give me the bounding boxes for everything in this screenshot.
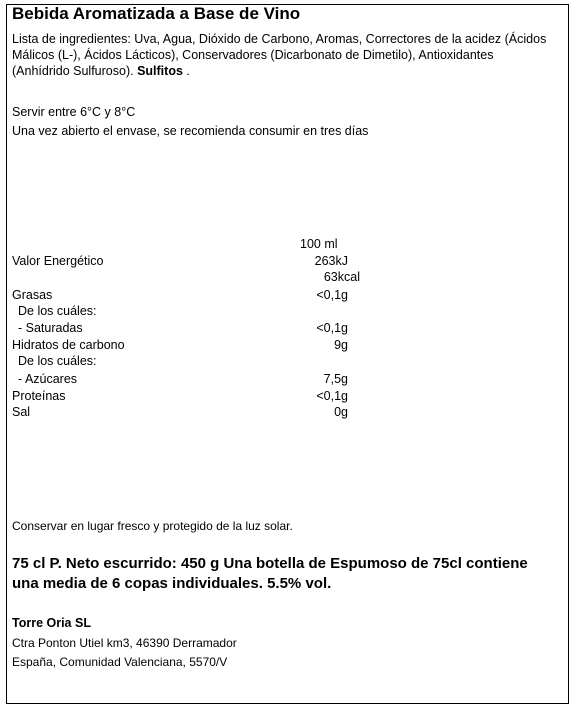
protein-label: Proteínas	[12, 389, 66, 403]
fat-value: <0,1g	[316, 288, 348, 302]
saturated-value: <0,1g	[316, 321, 348, 335]
of-which-label-1: De los cuáles:	[18, 304, 97, 318]
carbs-label: Hidratos de carbono	[12, 338, 125, 352]
storage-instructions: Conservar en lugar fresco y protegido de la luz solar.	[12, 519, 293, 533]
ingredients-list	[12, 31, 552, 79]
serving-temperature: Servir entre 6°C y 8°C	[12, 105, 136, 119]
sugars-label: - Azúcares	[18, 372, 78, 386]
energy-label: Valor Energético	[12, 254, 104, 268]
carbs-value: 9g	[334, 338, 348, 352]
ingredients-text: Lista de ingredientes: Uva, Agua, Dióxido de Carbono, Aromas, Correctores de la acidez (Ácidos Málicos (L-), Ácidos Lácticos), Conservadores (Dicarbonato de Dimetilo), Antioxidantes (Anhídrido Sulfuroso).	[12, 32, 547, 78]
nutrition-column-header: 100 ml	[300, 237, 338, 251]
company-address-line2: España, Comunidad Valenciana, 5570/V	[12, 655, 228, 669]
company-address-line1: Ctra Ponton Utiel km3, 46390 Derramador	[12, 636, 237, 650]
salt-label: Sal	[12, 405, 31, 419]
energy-kcal-value: 63kcal	[323, 270, 360, 284]
sugars-value: 7,5g	[323, 372, 348, 386]
protein-value: <0,1g	[316, 389, 348, 403]
of-which-label-2: De los cuáles:	[18, 354, 97, 368]
energy-kj-value: 263kJ	[314, 254, 348, 268]
product-title: Bebida Aromatizada a Base de Vino	[12, 4, 301, 23]
salt-value: 0g	[334, 405, 348, 419]
volume-statement: 75 cl P. Neto escurrido: 450 g Una botella de Espumoso de 75cl contiene una media de 6 copas individuales. 5.5% vol.	[12, 555, 528, 592]
ingredients-tail: .	[182, 64, 190, 78]
after-opening-note: Una vez abierto el envase, se recomienda consumir en tres días	[12, 124, 369, 138]
saturated-label: - Saturadas	[18, 321, 83, 335]
company-name: Torre Oria SL	[12, 616, 91, 630]
fat-label: Grasas	[12, 288, 53, 302]
allergen-sulfitos: Sulfitos	[137, 64, 183, 78]
